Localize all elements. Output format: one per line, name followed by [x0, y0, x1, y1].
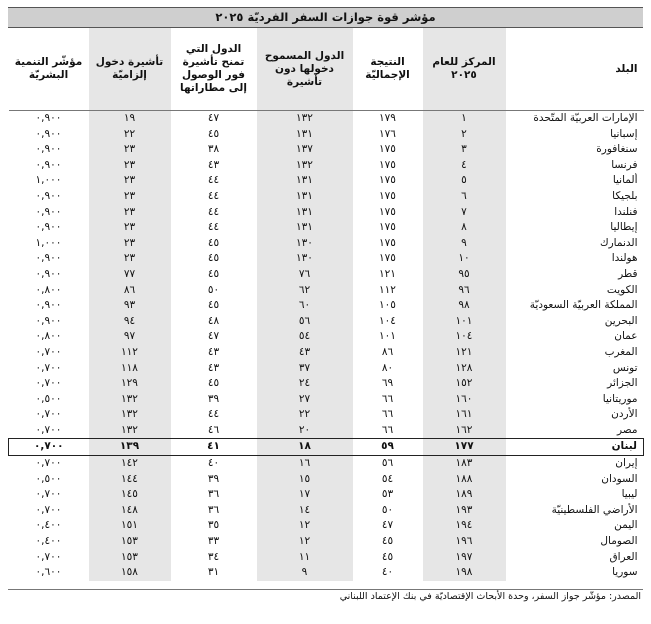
cell-rank: ٧ [423, 205, 506, 221]
cell-visa-required: ١٢٩ [89, 376, 171, 392]
cell-hdi: ٠,٧٠٠ [35, 457, 62, 470]
table-row [9, 220, 644, 236]
cell-hdi: ٠,٥٠٠ [35, 392, 62, 405]
table-row [9, 251, 644, 267]
cell-hdi: ١,٠٠٠ [35, 174, 62, 187]
cell-hdi: ٠,٧٠٠ [35, 550, 62, 563]
cell-country: ليبيا [621, 488, 638, 501]
cell-score: ١٠٥ [379, 299, 396, 312]
cell-visa-on-arrival: ٤٧ [207, 330, 220, 343]
cell-country: البحرين [604, 314, 638, 327]
cell-visa-required: ٩٤ [89, 314, 171, 330]
cell-hdi: ٠,٧٠٠ [35, 488, 62, 501]
cell-visa-required: ١٥١ [89, 518, 171, 534]
cell-visa-required: ٢٣ [89, 189, 171, 205]
cell-rank: ١٩٤ [423, 518, 506, 534]
cell-rank: ١٧٧ [423, 439, 506, 456]
cell-visa-required: ١٥٨ [89, 565, 171, 581]
cell-country: هولندا [611, 252, 638, 265]
cell-rank: ١٦١ [423, 407, 506, 423]
table-row [9, 189, 644, 205]
cell-hdi: ٠,٩٠٠ [35, 252, 62, 265]
cell-visa-free: ١٤ [257, 503, 353, 519]
cell-hdi: ٠,٧٠٠ [35, 361, 62, 374]
cell-country: سنغافورة [596, 143, 638, 156]
cell-visa-free: ١٨ [257, 439, 353, 456]
cell-hdi: ٠,٤٠٠ [35, 519, 62, 532]
cell-score: ١٠١ [379, 330, 396, 343]
cell-hdi: ٠,٩٠٠ [35, 112, 62, 124]
cell-score: ١٧٥ [379, 158, 396, 171]
cell-hdi: ٠,٧٠٠ [35, 377, 62, 390]
cell-visa-on-arrival: ٣١ [207, 566, 220, 579]
cell-country: فنلندا [614, 205, 638, 218]
cell-score: ٦٦ [381, 392, 394, 405]
cell-visa-free: ٦٢ [257, 283, 353, 299]
cell-visa-free: ١٣١ [257, 173, 353, 189]
cell-visa-on-arrival: ٤٥ [207, 236, 220, 249]
cell-visa-free: ٦٠ [257, 298, 353, 314]
cell-score: ٤٠ [381, 566, 394, 579]
table-row [9, 565, 644, 581]
cell-hdi: ٠,٩٠٠ [35, 314, 62, 327]
cell-visa-required: ١٥٣ [89, 550, 171, 566]
cell-score: ١٧٩ [379, 112, 396, 124]
cell-visa-on-arrival: ٤٥ [207, 252, 220, 265]
table-row [9, 205, 644, 221]
cell-visa-required: ١٤٥ [89, 487, 171, 503]
cell-visa-free: ١٢ [257, 534, 353, 550]
cell-hdi: ٠,٧٠٠ [35, 345, 62, 358]
cell-visa-required: ١٣٩ [89, 439, 171, 456]
cell-country: تونس [612, 361, 638, 374]
cell-country: الجزائر [607, 377, 638, 390]
cell-rank: ١٩٣ [423, 503, 506, 519]
cell-visa-required: ٢٣ [89, 220, 171, 236]
cell-hdi: ١,٠٠٠ [35, 236, 62, 249]
cell-score: ١٠٤ [379, 314, 396, 327]
cell-visa-required: ١٣٢ [89, 423, 171, 439]
cell-rank: ٩٨ [423, 298, 506, 314]
cell-visa-free: ١١ [257, 550, 353, 566]
cell-visa-on-arrival: ٤٥ [207, 127, 220, 140]
header-hdi: مؤشّر التنمية البشريّة [9, 28, 89, 111]
cell-visa-required: ١٤٨ [89, 503, 171, 519]
cell-visa-required: ٢٣ [89, 236, 171, 252]
cell-visa-required: ١٣٢ [89, 407, 171, 423]
source-note: المصدر: مؤشّر جواز السفر، وحدة الأبحاث الإقتصاديّة في بنك الإعتماد اللبناني [339, 591, 641, 602]
cell-hdi: ٠,٩٠٠ [35, 221, 62, 234]
cell-visa-on-arrival: ٣٩ [207, 472, 220, 485]
cell-country: إسبانيا [610, 127, 638, 140]
table-row [9, 329, 644, 345]
cell-visa-on-arrival: ٤٣ [207, 361, 220, 374]
cell-score: ٥٤ [381, 472, 394, 485]
cell-score: ٨٦ [381, 345, 394, 358]
cell-score: ١٢١ [379, 267, 396, 280]
cell-visa-free: ١٣١ [257, 189, 353, 205]
cell-score: ٤٥ [381, 550, 394, 563]
table-row [9, 314, 644, 330]
table-row [9, 173, 644, 189]
cell-visa-free: ٤٣ [257, 345, 353, 361]
cell-visa-on-arrival: ٣٣ [207, 535, 220, 548]
cell-visa-free: ٥٤ [257, 329, 353, 345]
cell-score: ٥٦ [381, 457, 394, 470]
table-row [9, 392, 644, 408]
table-row [9, 456, 644, 472]
cell-hdi: ٠,٧٠٠ [35, 423, 62, 436]
cell-country: الإمارات العربيّة المتّحدة [533, 112, 638, 124]
cell-rank: ١٦٠ [423, 392, 506, 408]
table-row [9, 376, 644, 392]
cell-visa-free: ١٣١ [257, 127, 353, 143]
table-row [9, 472, 644, 488]
cell-country: بلجيكا [612, 189, 638, 202]
table-row [9, 283, 644, 299]
cell-visa-required: ١١٨ [89, 361, 171, 377]
cell-visa-on-arrival: ٤٤ [207, 221, 220, 234]
cell-hdi: ٠,٥٠٠ [35, 472, 62, 485]
cell-visa-on-arrival: ٤٦ [207, 423, 220, 436]
cell-rank: ١٩٦ [423, 534, 506, 550]
cell-score: ٥٠ [381, 503, 394, 516]
cell-hdi: ٠,٧٠٠ [9, 439, 89, 456]
cell-visa-on-arrival: ٣٩ [207, 392, 220, 405]
cell-hdi: ٠,٧٠٠ [35, 503, 62, 516]
cell-visa-required: ٢٣ [89, 251, 171, 267]
cell-score: ١١٢ [379, 283, 396, 296]
cell-country: لبنان [506, 439, 644, 456]
cell-rank: ١٨٩ [423, 487, 506, 503]
cell-hdi: ٠,٩٠٠ [35, 267, 62, 280]
cell-visa-free: ٩ [257, 565, 353, 581]
cell-rank: ١٠ [423, 251, 506, 267]
cell-visa-free: ٢٧ [257, 392, 353, 408]
cell-visa-on-arrival: ٤٤ [207, 408, 220, 421]
cell-rank: ١ [423, 111, 506, 127]
cell-country: الأردن [611, 408, 638, 421]
cell-rank: ٩٥ [423, 267, 506, 283]
table-row [9, 236, 644, 252]
cell-score: ١٧٥ [379, 143, 396, 156]
cell-visa-required: ١٤٢ [89, 456, 171, 472]
cell-visa-required: ٢٣ [89, 142, 171, 158]
cell-visa-on-arrival: ٤٧ [207, 112, 220, 124]
cell-visa-free: ٧٦ [257, 267, 353, 283]
cell-visa-free: ١٣١ [257, 205, 353, 221]
cell-visa-free: ٥٦ [257, 314, 353, 330]
cell-visa-free: ١٢ [257, 518, 353, 534]
table-row [9, 158, 644, 174]
header-rank: المركز للعام ٢٠٢٥ [423, 28, 506, 111]
cell-visa-on-arrival: ٣٤ [207, 550, 220, 563]
cell-visa-on-arrival: ٤٥ [207, 377, 220, 390]
cell-rank: ٩ [423, 236, 506, 252]
cell-country: مصر [616, 423, 638, 436]
header-visa-required: تأشيرة دخول إلزاميّة [89, 28, 171, 111]
cell-rank: ٣ [423, 142, 506, 158]
cell-country: السودان [601, 472, 638, 485]
table-row [9, 142, 644, 158]
cell-hdi: ٠,٨٠٠ [35, 283, 62, 296]
cell-country: الدنمارك [599, 236, 638, 249]
table-row [9, 127, 644, 143]
cell-score: ١٧٥ [379, 189, 396, 202]
cell-visa-required: ٩٣ [89, 298, 171, 314]
cell-visa-on-arrival: ٤٤ [207, 174, 220, 187]
cell-visa-required: ١٩ [89, 111, 171, 127]
cell-rank: ١٠٤ [423, 329, 506, 345]
cell-visa-required: ١٣٢ [89, 392, 171, 408]
cell-rank: ١٠١ [423, 314, 506, 330]
cell-visa-free: ١٣١ [257, 220, 353, 236]
cell-score: ١٧٥ [379, 205, 396, 218]
cell-hdi: ٠,٩٠٠ [35, 127, 62, 140]
cell-score: ٦٦ [381, 423, 394, 436]
cell-score: ٦٦ [381, 408, 394, 421]
cell-visa-free: ١٣٢ [257, 158, 353, 174]
cell-hdi: ٠,٩٠٠ [35, 205, 62, 218]
table-title: مؤشر قوة جوازات السفر الفرديّة ٢٠٢٥ [8, 7, 643, 28]
cell-rank: ٥ [423, 173, 506, 189]
cell-hdi: ٠,٦٠٠ [35, 566, 62, 579]
cell-rank: ٨ [423, 220, 506, 236]
header-visa-free: الدول المسموح دخولها دون تأشيرة [257, 28, 353, 111]
cell-visa-free: ١٦ [257, 456, 353, 472]
cell-visa-required: ٢٣ [89, 205, 171, 221]
bottom-divider [8, 589, 643, 590]
cell-country: المملكة العربيّة السعوديّة [529, 299, 638, 312]
cell-hdi: ٠,٩٠٠ [35, 189, 62, 202]
cell-hdi: ٠,٧٠٠ [35, 408, 62, 421]
cell-country: إيطاليا [610, 221, 638, 234]
cell-visa-on-arrival: ٥٠ [207, 283, 220, 296]
cell-visa-required: ٧٧ [89, 267, 171, 283]
table-row [9, 111, 644, 127]
table-row [9, 503, 644, 519]
cell-score: ١٧٥ [379, 221, 396, 234]
cell-visa-free: ١٣٢ [257, 111, 353, 127]
cell-country: فرنسا [611, 158, 638, 171]
cell-visa-required: ٩٧ [89, 329, 171, 345]
cell-hdi: ٠,٨٠٠ [35, 330, 62, 343]
header-visa-on-arrival: الدول التي تمنح تأشيرة فور الوصول إلى مطاراتها [171, 28, 257, 111]
cell-visa-on-arrival: ٤٠ [207, 457, 220, 470]
cell-visa-on-arrival: ٤٥ [207, 267, 220, 280]
cell-rank: ١٩٧ [423, 550, 506, 566]
header-score: النتيجة الإجماليّة [353, 28, 423, 111]
cell-hdi: ٠,٩٠٠ [35, 299, 62, 312]
cell-country: العراق [609, 550, 638, 563]
cell-rank: ١٢٨ [423, 361, 506, 377]
table-row [9, 407, 644, 423]
cell-country: إيران [615, 457, 638, 470]
cell-rank: ٦ [423, 189, 506, 205]
cell-country: موريتانيا [602, 392, 638, 405]
cell-visa-free: ١٣٠ [257, 236, 353, 252]
cell-rank: ٤ [423, 158, 506, 174]
header-country: البلد [506, 28, 644, 111]
cell-visa-on-arrival: ٤٨ [207, 314, 220, 327]
cell-hdi: ٠,٤٠٠ [35, 535, 62, 548]
cell-rank: ١٥٢ [423, 376, 506, 392]
cell-visa-required: ٨٦ [89, 283, 171, 299]
table-row [9, 439, 644, 456]
cell-visa-required: ٢٣ [89, 173, 171, 189]
cell-score: ١٧٥ [379, 174, 396, 187]
table-row [9, 518, 644, 534]
cell-rank: ٢ [423, 127, 506, 143]
cell-country: المغرب [604, 345, 638, 358]
table-row [9, 267, 644, 283]
cell-country: عمان [614, 330, 638, 343]
cell-visa-required: ١١٢ [89, 345, 171, 361]
cell-rank: ١٨٨ [423, 472, 506, 488]
cell-visa-on-arrival: ٤٤ [207, 189, 220, 202]
cell-score: ١٧٦ [379, 127, 396, 140]
cell-hdi: ٠,٩٠٠ [35, 143, 62, 156]
cell-score: ٤٧ [381, 519, 394, 532]
table-row [9, 423, 644, 439]
cell-country: ألمانيا [612, 174, 638, 187]
cell-visa-on-arrival: ٣٦ [207, 503, 220, 516]
cell-country: قطر [618, 267, 638, 280]
table-row [9, 298, 644, 314]
cell-rank: ٩٦ [423, 283, 506, 299]
header-row [9, 28, 644, 111]
cell-visa-on-arrival: ٤١ [171, 439, 257, 456]
cell-country: سوريا [612, 566, 638, 579]
passport-index-table [8, 28, 644, 581]
cell-visa-on-arrival: ٤٣ [207, 158, 220, 171]
table-body [9, 111, 644, 581]
cell-score: ١٧٥ [379, 252, 396, 265]
table-row [9, 534, 644, 550]
table-row [9, 550, 644, 566]
table-row [9, 487, 644, 503]
cell-hdi: ٠,٩٠٠ [35, 158, 62, 171]
table-row [9, 361, 644, 377]
cell-visa-free: ١٣٠ [257, 251, 353, 267]
cell-visa-on-arrival: ٣٦ [207, 488, 220, 501]
cell-country: الكويت [606, 283, 638, 296]
cell-score: ٤٥ [381, 535, 394, 548]
cell-visa-on-arrival: ٣٨ [207, 143, 220, 156]
cell-rank: ١٩٨ [423, 565, 506, 581]
table-row [9, 345, 644, 361]
cell-visa-free: ٢٢ [257, 407, 353, 423]
cell-score: ٥٩ [353, 439, 423, 456]
cell-visa-on-arrival: ٤٤ [207, 205, 220, 218]
cell-visa-required: ١٤٤ [89, 472, 171, 488]
cell-country: الصومال [600, 535, 638, 548]
cell-rank: ١٨٣ [423, 456, 506, 472]
cell-visa-on-arrival: ٤٥ [207, 299, 220, 312]
cell-country: الأراضي الفلسطينيّة [551, 503, 638, 516]
cell-score: ٥٣ [381, 488, 394, 501]
cell-visa-on-arrival: ٤٣ [207, 345, 220, 358]
cell-visa-free: ٢٠ [257, 423, 353, 439]
cell-visa-free: ١٥ [257, 472, 353, 488]
cell-country: اليمن [614, 519, 638, 532]
cell-visa-on-arrival: ٣٥ [207, 519, 220, 532]
cell-visa-free: ١٣٧ [257, 142, 353, 158]
cell-score: ١٧٥ [379, 236, 396, 249]
cell-visa-free: ١٧ [257, 487, 353, 503]
cell-score: ٨٠ [381, 361, 394, 374]
cell-score: ٦٩ [381, 377, 394, 390]
cell-visa-free: ٣٧ [257, 361, 353, 377]
cell-visa-required: ١٥٣ [89, 534, 171, 550]
cell-rank: ١٦٢ [423, 423, 506, 439]
cell-visa-free: ٢٤ [257, 376, 353, 392]
cell-visa-required: ٢٣ [89, 158, 171, 174]
cell-visa-required: ٢٢ [89, 127, 171, 143]
cell-rank: ١٢١ [423, 345, 506, 361]
